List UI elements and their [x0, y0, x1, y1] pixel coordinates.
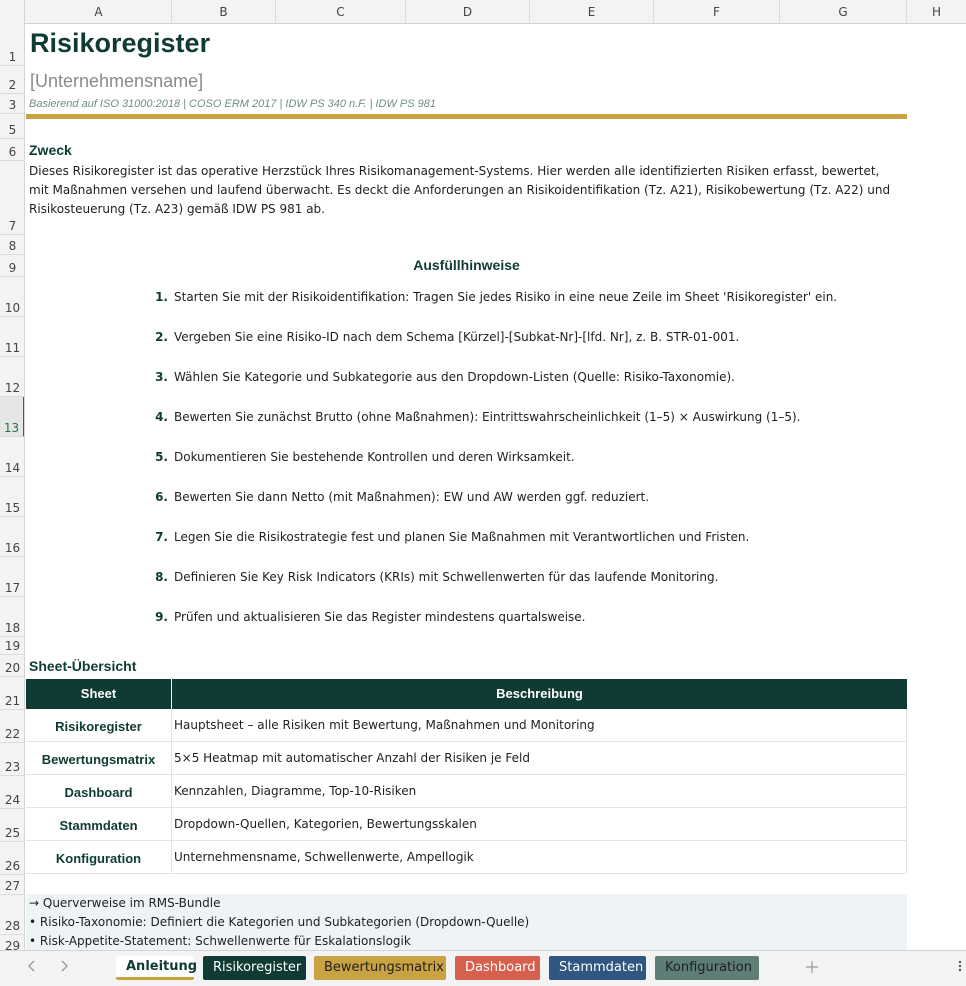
row-sheet: Bewertungsmatrix	[26, 742, 172, 775]
gold-divider	[26, 114, 907, 119]
tab-konfiguration[interactable]: Konfiguration	[655, 956, 759, 980]
table-row	[26, 742, 907, 775]
header-sheet: Sheet	[26, 679, 172, 709]
row-header[interactable]: 29	[0, 935, 25, 950]
row-header[interactable]: 9	[0, 255, 25, 277]
row-description: 5×5 Heatmap mit automatischer Anzahl der Risiken je Feld	[174, 742, 907, 775]
step-text: Bewerten Sie zunächst Brutto (ohne Maßnahmen): Eintrittswahrscheinlichkeit (1–5) × Auswirkung (1–5).	[174, 410, 801, 424]
row-header[interactable]: 26	[0, 842, 25, 875]
row-header[interactable]: 2	[0, 66, 25, 94]
row-header[interactable]: 6	[0, 139, 25, 161]
tab-stammdaten[interactable]: Stammdaten	[549, 956, 646, 980]
row-header[interactable]: 25	[0, 809, 25, 842]
step-number: 9.	[155, 610, 168, 624]
step-text: Prüfen und aktualisieren Sie das Register mindestens quartalsweise.	[174, 610, 586, 624]
step-number: 1.	[155, 290, 168, 304]
row-header[interactable]: 22	[0, 710, 25, 743]
row-description: Kennzahlen, Diagramme, Top-10-Risiken	[174, 775, 907, 808]
step-number: 6.	[155, 490, 168, 504]
row-header-column	[0, 24, 25, 950]
row-sheet: Stammdaten	[26, 808, 172, 841]
row-header[interactable]: 11	[0, 317, 25, 357]
row-header[interactable]: 20	[0, 655, 25, 677]
more-vertical-icon[interactable]	[955, 956, 965, 980]
step-number: 3.	[155, 370, 168, 384]
company-name: [Unternehmensname]	[30, 71, 204, 91]
table-row	[26, 775, 907, 808]
table-row	[26, 841, 907, 874]
tab-risikoregister[interactable]: Risikoregister	[203, 956, 306, 980]
column-header-d[interactable]: D	[406, 0, 530, 24]
row-description: Hauptsheet – alle Risiken mit Bewertung, Maßnahmen und Monitoring	[174, 709, 907, 742]
row-header[interactable]: 24	[0, 776, 25, 809]
crossref-item: • Risiko-Taxonomie: Definiert die Kategorien und Subkategorien (Dropdown-Quelle)	[29, 915, 530, 929]
purpose-heading: Zweck	[29, 142, 72, 158]
row-header[interactable]: 8	[0, 235, 25, 255]
row-description: Dropdown-Quellen, Kategorien, Bewertungsskalen	[174, 808, 907, 841]
row-sheet: Dashboard	[26, 775, 172, 808]
step-text: Definieren Sie Key Risk Indicators (KRIs) mit Schwellenwerten für das laufende Monitoring.	[174, 570, 719, 584]
hints-heading: Ausfüllhinweise	[413, 257, 520, 273]
page-title: Risikoregister	[30, 28, 211, 58]
column-header-a[interactable]: A	[26, 0, 172, 24]
plus-icon[interactable]	[801, 956, 823, 980]
crossref-box	[26, 894, 907, 950]
tab-dashboard[interactable]: Dashboard	[455, 956, 540, 980]
row-header[interactable]: 1	[0, 24, 25, 66]
crossref-heading: → Querverweise im RMS-Bundle	[29, 896, 221, 910]
row-header[interactable]: 12	[0, 357, 25, 397]
column-header-c[interactable]: C	[276, 0, 406, 24]
row-header[interactable]: 5	[0, 114, 25, 139]
step-number: 2.	[155, 330, 168, 344]
row-header[interactable]: 10	[0, 277, 25, 317]
purpose-text: Dieses Risikoregister ist das operative Herzstück Ihres Risikomanagement-Systems. Hier werden alle identifizierten Risiken erfasst, bewertet, mit Maßnahmen versehen und laufend überwacht. Es deckt die Anforderungen an Risikoidentifikation (Tz. A21), Risikobewertung (Tz. A22) und Risikosteuerung (Tz. A23) gemäß IDW PS 981 ab.	[29, 164, 891, 216]
sheet-tab-bar	[0, 950, 966, 986]
step-number: 8.	[155, 570, 168, 584]
sheet-grid[interactable]	[26, 24, 966, 950]
row-header[interactable]: 3	[0, 94, 25, 114]
table-row	[26, 808, 907, 841]
row-sheet: Konfiguration	[26, 841, 172, 874]
step-text: Dokumentieren Sie bestehende Kontrollen und deren Wirksamkeit.	[174, 450, 575, 464]
column-header-h[interactable]: H	[931, 5, 942, 19]
column-header-g[interactable]: G	[780, 0, 907, 24]
step-text: Bewerten Sie dann Netto (mit Maßnahmen): EW und AW werden ggf. reduziert.	[174, 490, 650, 504]
row-header[interactable]: 19	[0, 637, 25, 655]
row-header-active[interactable]: 13	[0, 397, 25, 437]
row-header[interactable]: 23	[0, 743, 25, 776]
row-header[interactable]: 21	[0, 677, 25, 710]
column-header-e[interactable]: E	[530, 0, 654, 24]
row-header[interactable]: 15	[0, 477, 25, 517]
chevron-right-icon[interactable]	[54, 957, 74, 979]
step-number: 7.	[155, 530, 168, 544]
row-header[interactable]: 27	[0, 875, 25, 895]
step-text: Starten Sie mit der Risikoidentifikation: Tragen Sie jedes Risiko in eine neue Zeile im Sheet 'Risikoregister' ein.	[174, 290, 838, 304]
row-header[interactable]: 16	[0, 517, 25, 557]
table-header	[26, 679, 907, 709]
row-description: Unternehmensname, Schwellenwerte, Ampellogik	[174, 841, 907, 874]
step-number: 5.	[155, 450, 168, 464]
row-sheet: Risikoregister	[26, 709, 172, 742]
header-description: Beschreibung	[496, 686, 583, 701]
column-header-b[interactable]: B	[172, 0, 276, 24]
crossref-item: • Risk-Appetite-Statement: Schwellenwerte für Eskalationslogik	[29, 934, 411, 948]
row-header[interactable]: 17	[0, 557, 25, 597]
tab-anleitung[interactable]: Anleitung	[116, 956, 194, 980]
row-header[interactable]: 18	[0, 597, 25, 637]
chevron-left-icon[interactable]	[22, 957, 42, 979]
row-header[interactable]: 14	[0, 437, 25, 477]
select-all-corner[interactable]	[0, 0, 25, 24]
step-text: Legen Sie die Risikostrategie fest und planen Sie Maßnahmen mit Verantwortlichen und Fristen.	[174, 530, 750, 544]
row-header[interactable]: 28	[0, 895, 25, 935]
step-text: Wählen Sie Kategorie und Subkategorie aus den Dropdown-Listen (Quelle: Risiko-Taxonomie).	[174, 370, 735, 384]
column-header-f[interactable]: F	[654, 0, 780, 24]
table-row	[26, 709, 907, 742]
row-header[interactable]: 7	[0, 161, 25, 235]
overview-heading: Sheet-Übersicht	[29, 658, 137, 674]
step-text: Vergeben Sie eine Risiko-ID nach dem Schema [Kürzel]-[Subkat-Nr]-[lfd. Nr], z. B. STR-01-001.	[174, 330, 740, 344]
step-number: 4.	[155, 410, 168, 424]
column-header-row	[0, 0, 966, 24]
basis-note: Basierend auf ISO 31000:2018 | COSO ERM 2017 | IDW PS 340 n.F. | IDW PS 981	[29, 98, 437, 110]
tab-bewertungsmatrix[interactable]: Bewertungsmatrix	[314, 956, 446, 980]
